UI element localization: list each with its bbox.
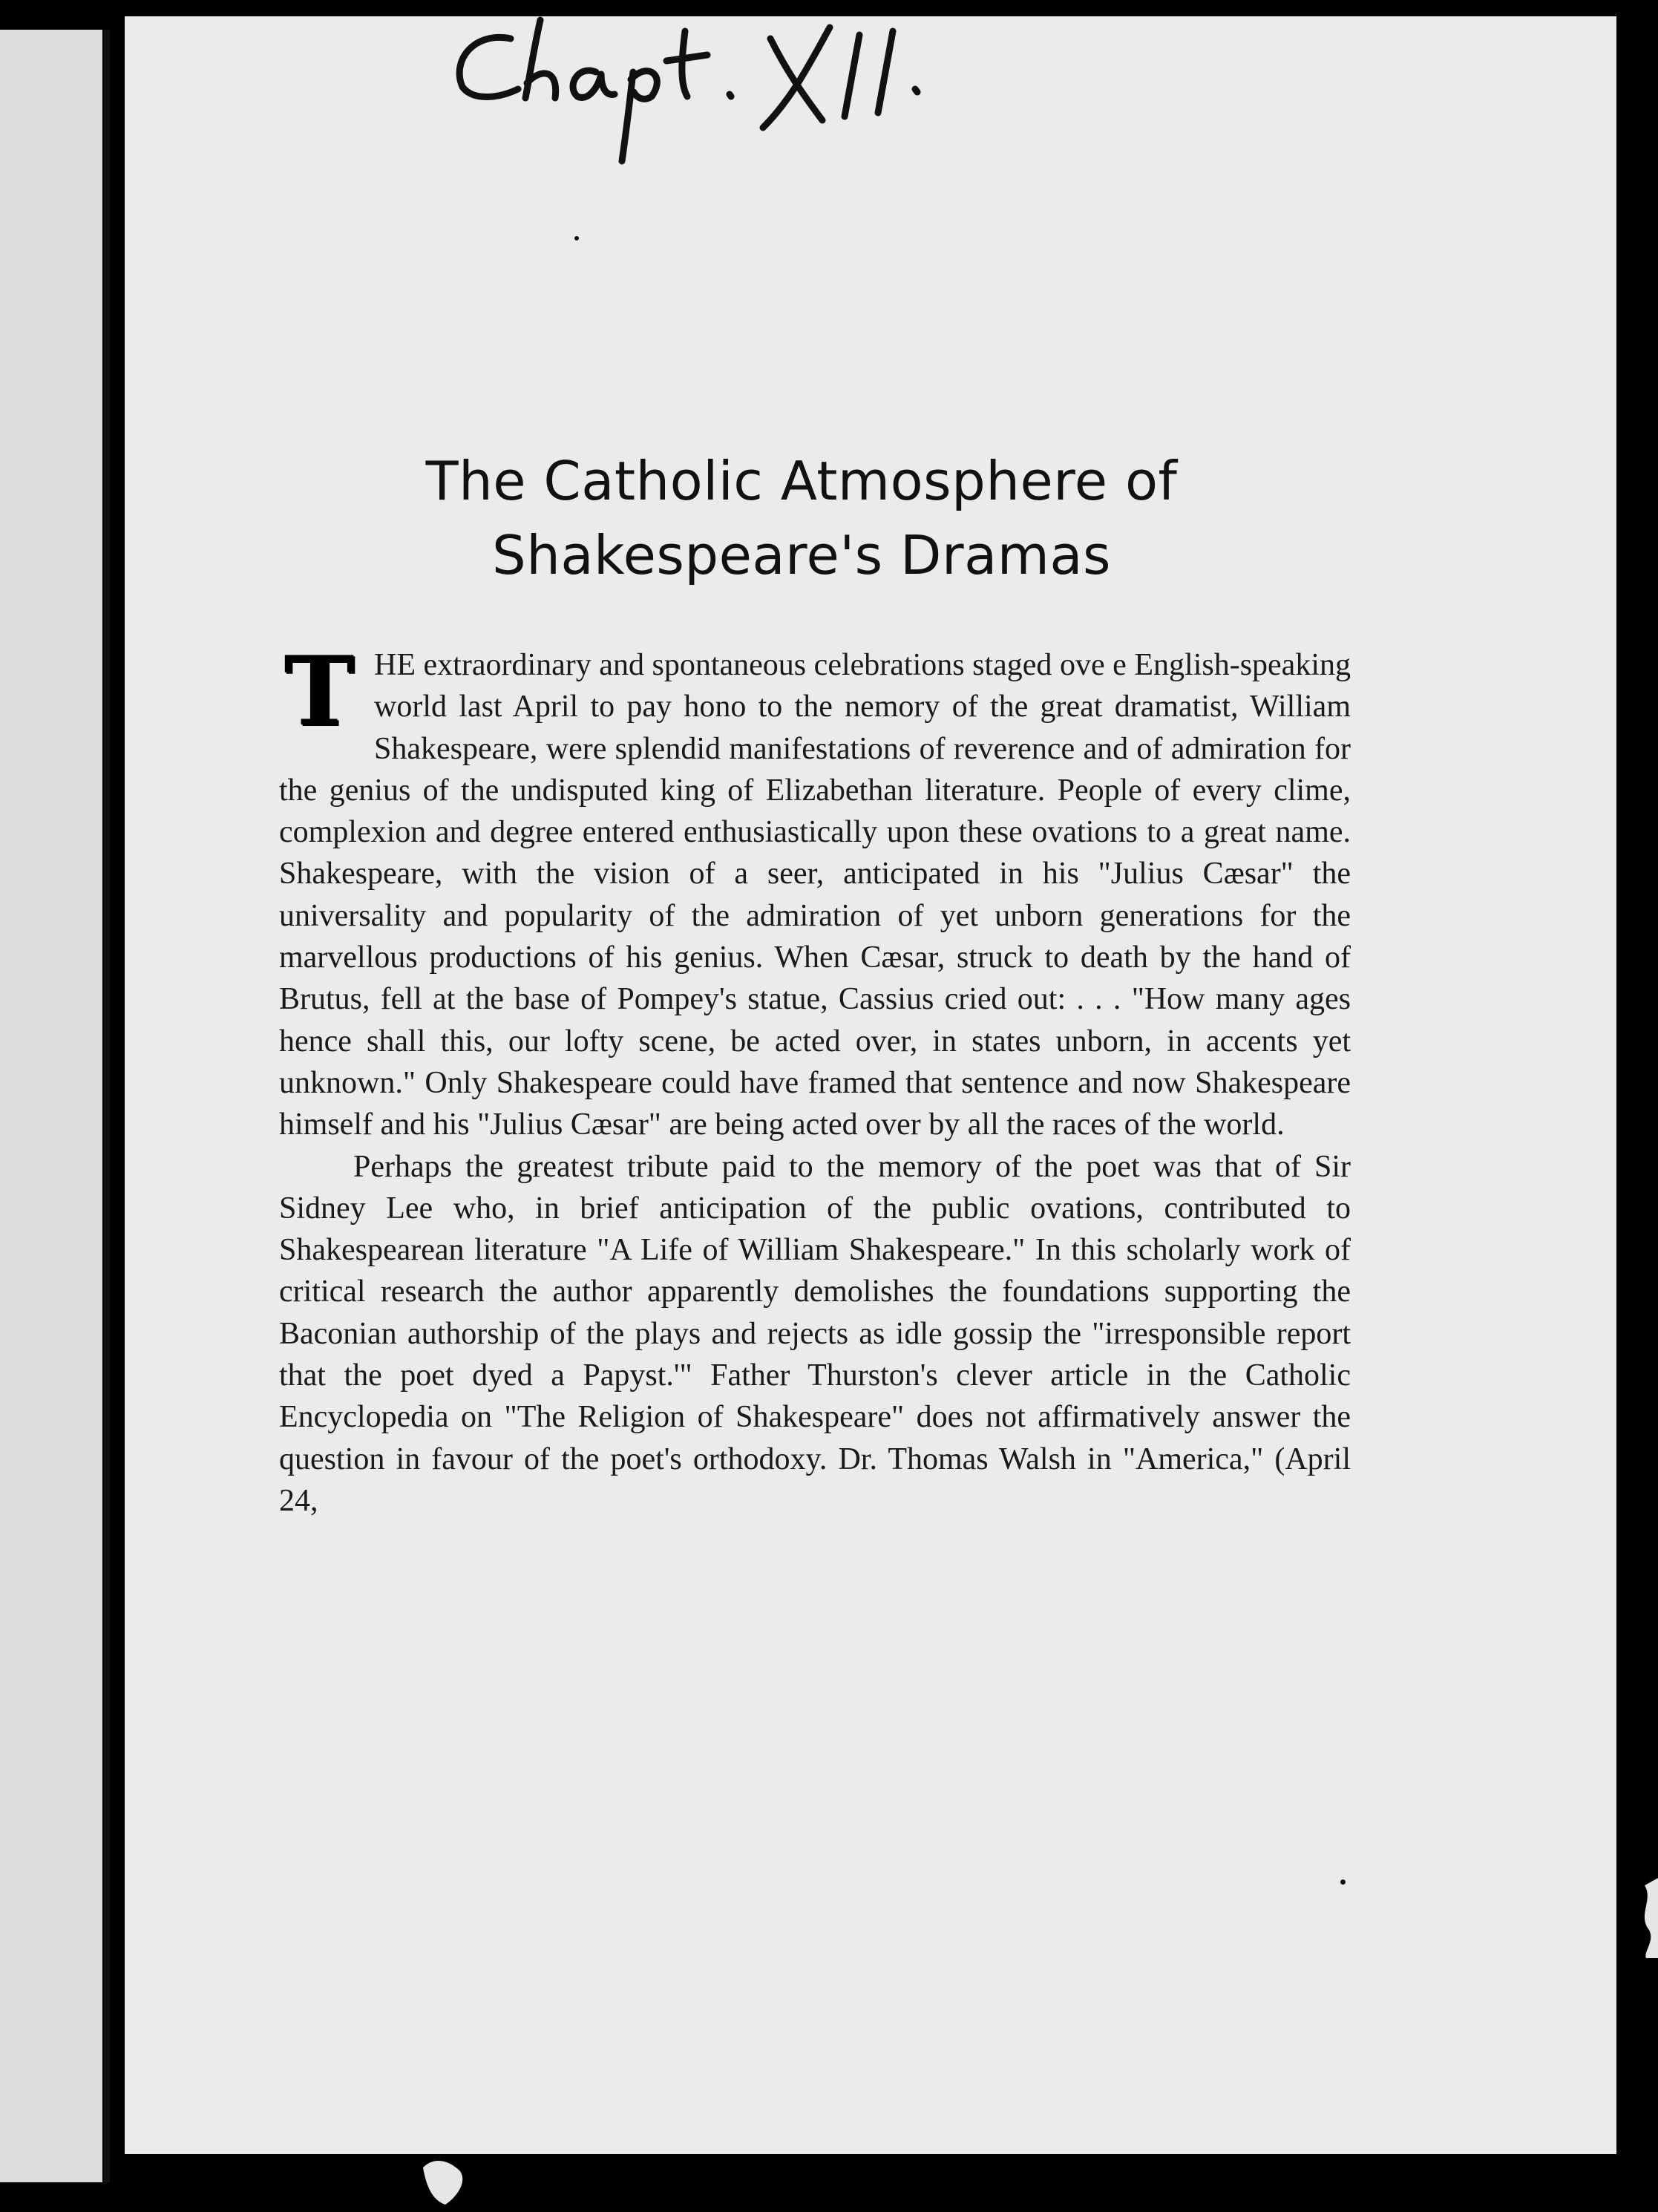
speck <box>1340 1879 1346 1885</box>
speck <box>574 236 579 240</box>
torn-edge-mark <box>416 2153 475 2212</box>
facing-page-edge <box>0 30 102 2182</box>
article-body <box>279 636 1351 1522</box>
title-line-1: The Catholic Atmosphere of <box>425 450 1178 512</box>
title-line-2: Shakespeare's Dramas <box>492 524 1111 586</box>
paragraph-2: Perhaps the greatest tribute paid to the memory of the poet was that of Sir Sidney Lee who, in brief anticipation of the public ovations, contributed to Shakespearean literature "A Life of William Shakespeare." In this scholarly work of critical research the author apparently demolishes the foundations supporting the Baconian authorship of the plays and rejects as idle gossip the "irresponsible report that the poet dyed a Papyst.'" Father Thurston's clever article in the Catholic Encyclopedia on "The Religion of Shakespeare" does not affirmatively answer the question in favour of the poet's orthodoxy. Dr. Thomas Walsh in "America," (April 24, <box>279 1149 1351 1518</box>
paragraph-1 <box>279 636 1351 1146</box>
torn-edge-mark <box>1630 1878 1658 1960</box>
paragraph-1-text: HE extraordinary and spontaneous celebrations staged ove e English-speaking world last April to pay hono to the nemory of the great dramatist, William Shakespeare, were splendid manifestations of reverence and of admiration for the genius of the undisputed king of Elizabethan literature. People of every clime, complexion and degree entered enthusiastically upon these ovations to a great name. Shakespeare, with the vision of a seer, anticipated in his "Julius Cæsar" the universality and popularity of the admiration of yet unborn generations for the marvellous productions of his genius. When Cæsar, struck to death by the hand of Brutus, fell at the base of Pompey's statue, Cassius cried out: . . . "How many ages hence shall this, our lofty scene, be acted over, in states unborn, in accents yet unknown." Only Shakespeare could have framed that sentence and now Shakespeare himself and his "Julius Cæsar" are being acted over by all the races of the world. <box>279 648 1351 1142</box>
article-title <box>282 444 1321 592</box>
handwritten-chapter-note <box>429 9 1097 172</box>
drop-cap: T <box>284 636 355 747</box>
binding-gutter <box>104 30 110 2182</box>
